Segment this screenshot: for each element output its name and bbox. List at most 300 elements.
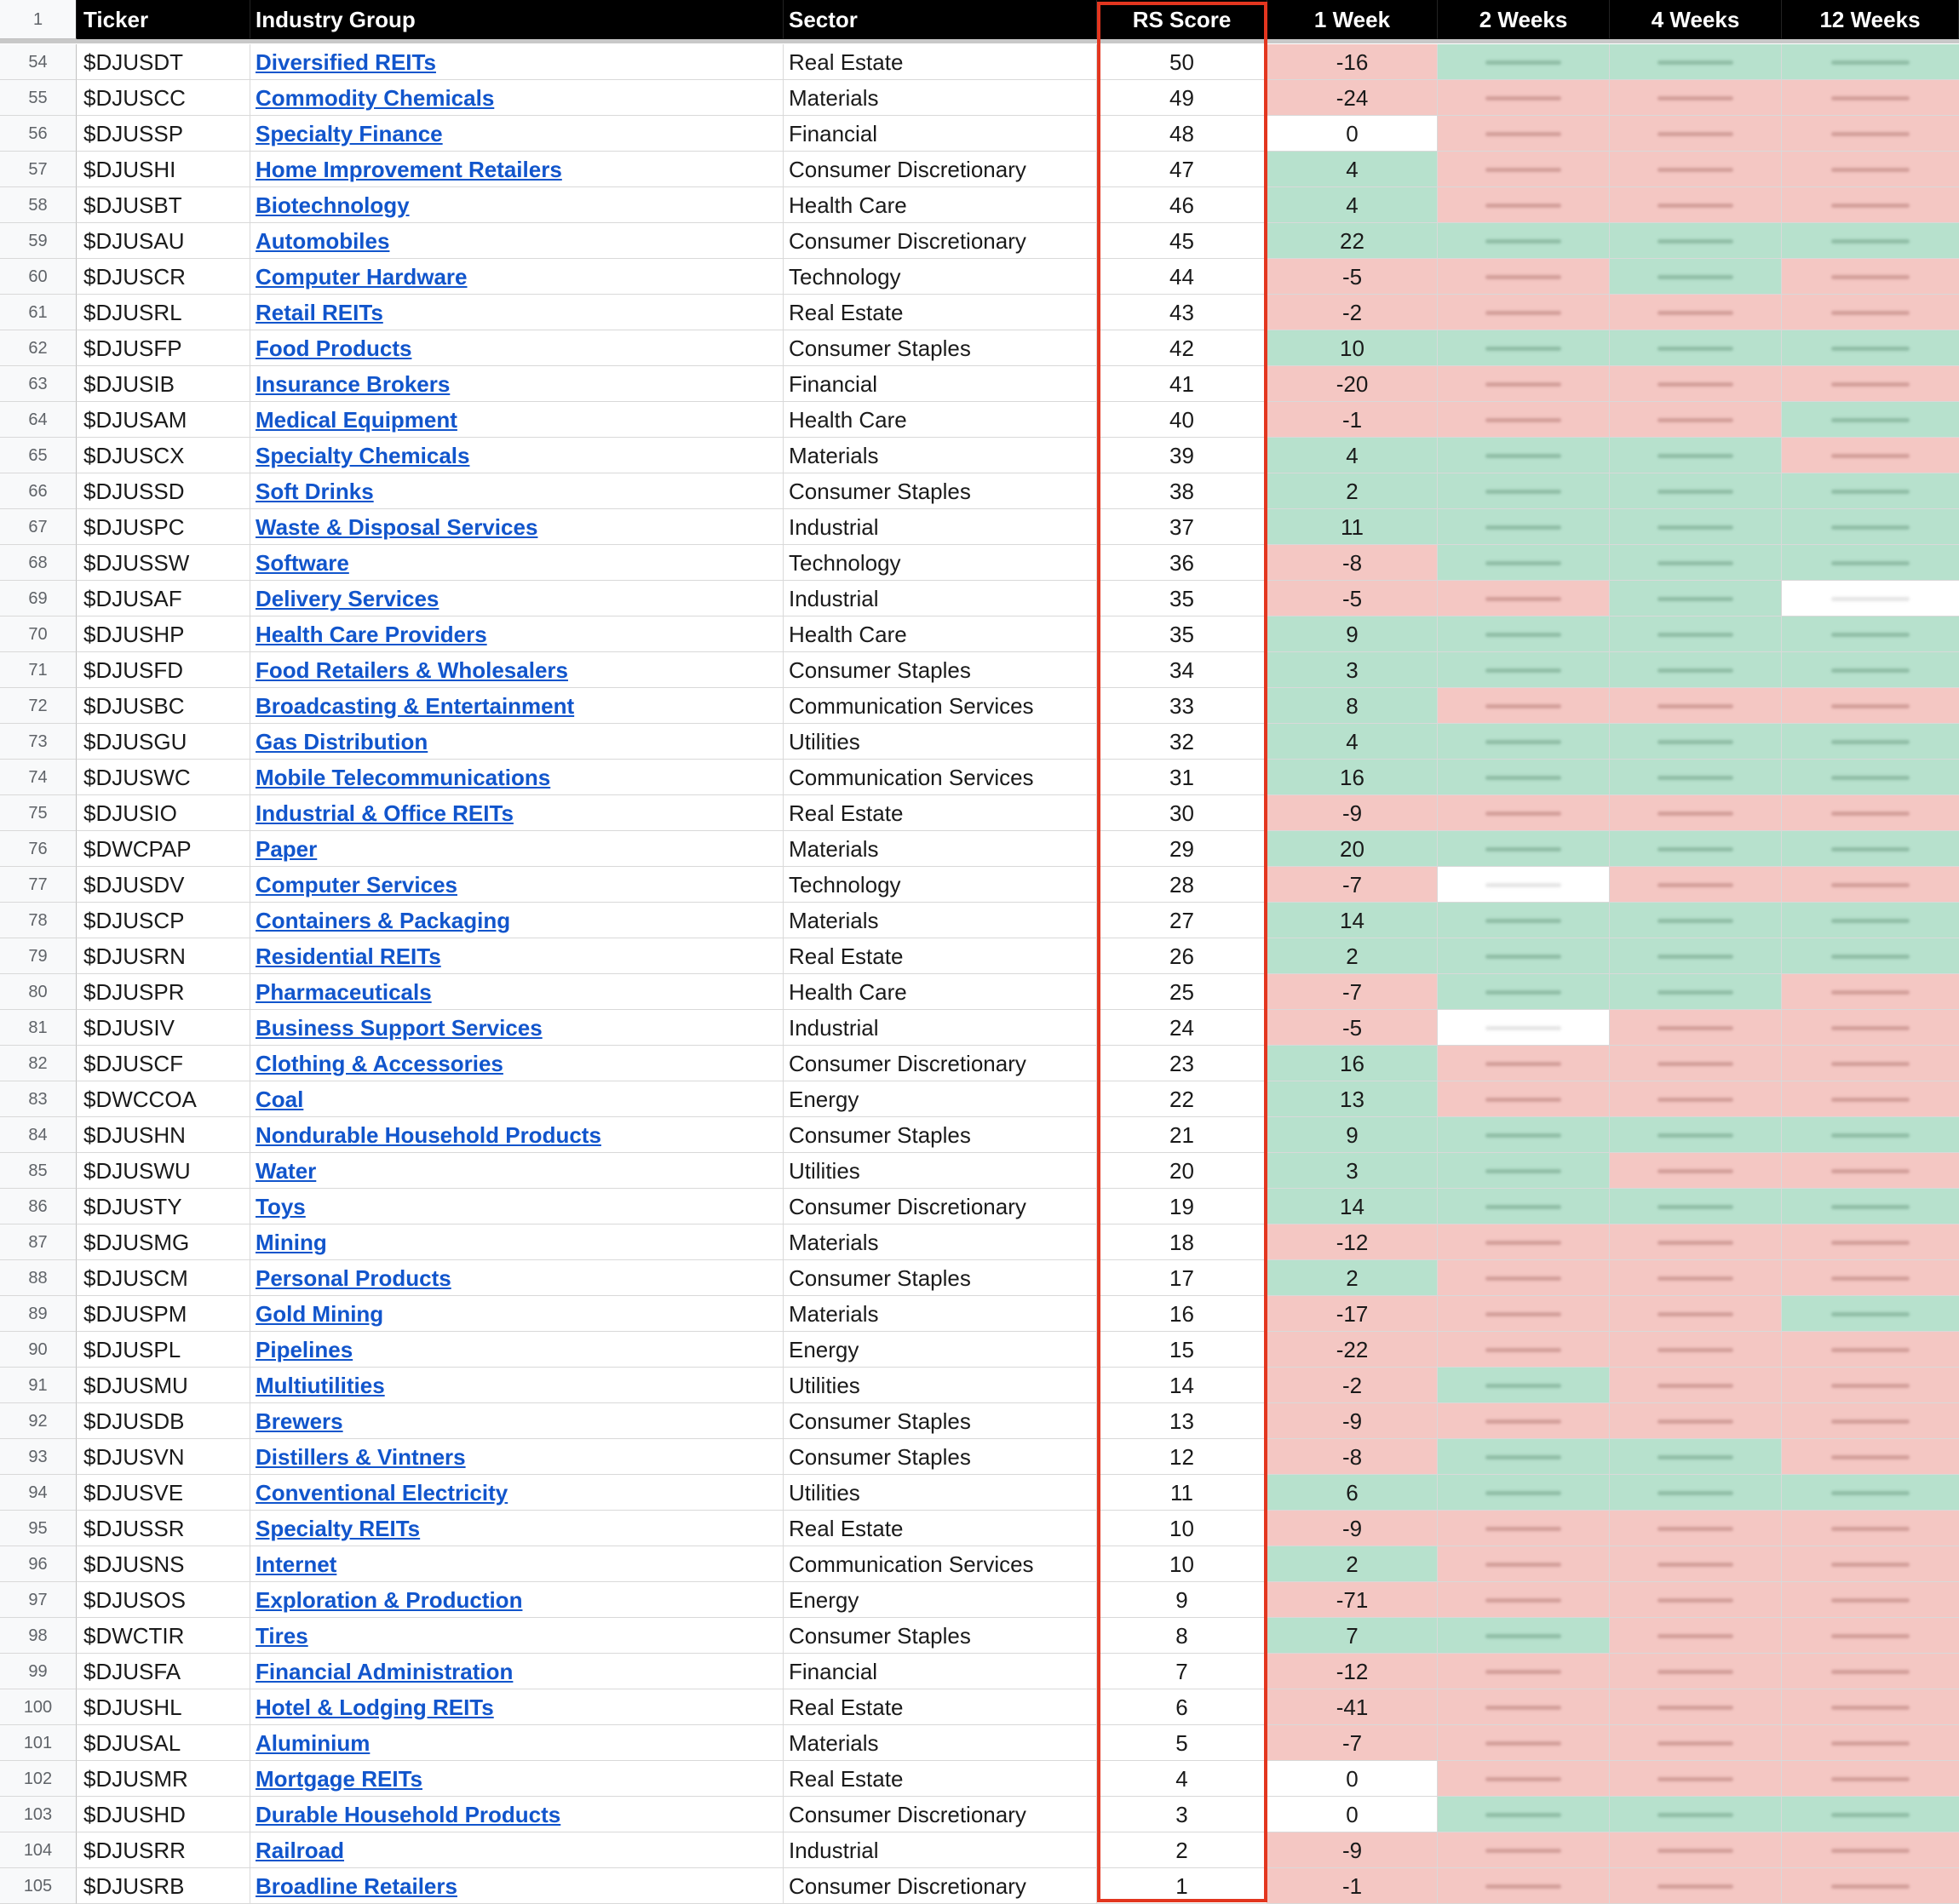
- ticker-cell[interactable]: $DWCPAP: [77, 831, 250, 867]
- sector-cell[interactable]: Consumer Staples: [784, 1439, 1097, 1475]
- ticker-cell[interactable]: $DJUSHI: [77, 152, 250, 187]
- ticker-cell[interactable]: $DJUSAF: [77, 581, 250, 617]
- row-number[interactable]: 90: [0, 1332, 77, 1368]
- industry-group-cell[interactable]: [250, 473, 784, 509]
- one-week-change-cell[interactable]: 9: [1267, 617, 1438, 652]
- twelve-weeks-cell[interactable]: [1782, 1689, 1959, 1725]
- twelve-weeks-cell[interactable]: [1782, 1046, 1959, 1081]
- rs-score-cell[interactable]: 47: [1097, 152, 1267, 187]
- industry-group-link[interactable]: Coal: [256, 1087, 304, 1112]
- four-weeks-cell[interactable]: [1610, 652, 1782, 688]
- rs-score-cell[interactable]: 18: [1097, 1224, 1267, 1260]
- rs-score-cell[interactable]: 3: [1097, 1797, 1267, 1832]
- two-weeks-cell[interactable]: [1438, 152, 1610, 187]
- ticker-cell[interactable]: $DJUSBT: [77, 187, 250, 223]
- one-week-change-cell[interactable]: 4: [1267, 724, 1438, 760]
- ticker-cell[interactable]: $DJUSDV: [77, 867, 250, 903]
- one-week-change-cell[interactable]: 16: [1267, 760, 1438, 795]
- sector-cell[interactable]: Energy: [784, 1332, 1097, 1368]
- four-weeks-cell[interactable]: [1610, 903, 1782, 938]
- rs-score-cell[interactable]: 34: [1097, 652, 1267, 688]
- industry-group-link[interactable]: Broadcasting & Entertainment: [256, 693, 575, 719]
- two-weeks-cell[interactable]: [1438, 724, 1610, 760]
- two-weeks-cell[interactable]: [1438, 1081, 1610, 1117]
- industry-group-link[interactable]: Multiutilities: [256, 1373, 385, 1398]
- one-week-change-cell[interactable]: 3: [1267, 1153, 1438, 1189]
- industry-group-link[interactable]: Food Products: [256, 335, 412, 361]
- four-weeks-cell[interactable]: [1610, 1654, 1782, 1689]
- ticker-cell[interactable]: $DJUSSR: [77, 1511, 250, 1546]
- twelve-weeks-cell[interactable]: [1782, 1189, 1959, 1224]
- sector-cell[interactable]: Industrial: [784, 1010, 1097, 1046]
- one-week-change-cell[interactable]: 0: [1267, 1761, 1438, 1797]
- industry-group-cell[interactable]: [250, 223, 784, 259]
- sector-cell[interactable]: Real Estate: [784, 295, 1097, 330]
- industry-group-cell[interactable]: [250, 867, 784, 903]
- ticker-cell[interactable]: $DJUSDT: [77, 44, 250, 80]
- industry-group-cell[interactable]: [250, 724, 784, 760]
- two-weeks-cell[interactable]: [1438, 1797, 1610, 1832]
- industry-group-link[interactable]: Waste & Disposal Services: [256, 514, 538, 540]
- two-weeks-cell[interactable]: [1438, 330, 1610, 366]
- ticker-cell[interactable]: $DJUSFP: [77, 330, 250, 366]
- four-weeks-cell[interactable]: [1610, 1153, 1782, 1189]
- four-weeks-cell[interactable]: [1610, 116, 1782, 152]
- rs-score-cell[interactable]: 39: [1097, 438, 1267, 473]
- twelve-weeks-cell[interactable]: [1782, 581, 1959, 617]
- two-weeks-cell[interactable]: [1438, 1010, 1610, 1046]
- row-number[interactable]: 77: [0, 867, 77, 903]
- industry-group-cell[interactable]: [250, 581, 784, 617]
- row-number[interactable]: 86: [0, 1189, 77, 1224]
- four-weeks-cell[interactable]: [1610, 330, 1782, 366]
- sector-cell[interactable]: Financial: [784, 116, 1097, 152]
- industry-group-link[interactable]: Paper: [256, 836, 318, 862]
- twelve-weeks-cell[interactable]: [1782, 1868, 1959, 1904]
- industry-group-link[interactable]: Home Improvement Retailers: [256, 157, 562, 182]
- industry-group-link[interactable]: Mobile Telecommunications: [256, 765, 551, 790]
- ticker-cell[interactable]: $DJUSIV: [77, 1010, 250, 1046]
- four-weeks-cell[interactable]: [1610, 1582, 1782, 1618]
- ticker-cell[interactable]: $DJUSAU: [77, 223, 250, 259]
- four-weeks-cell[interactable]: [1610, 402, 1782, 438]
- industry-group-link[interactable]: Broadline Retailers: [256, 1873, 457, 1899]
- two-weeks-cell[interactable]: [1438, 795, 1610, 831]
- row-number[interactable]: 57: [0, 152, 77, 187]
- industry-group-cell[interactable]: [250, 1761, 784, 1797]
- industry-group-cell[interactable]: [250, 795, 784, 831]
- twelve-weeks-cell[interactable]: [1782, 1224, 1959, 1260]
- industry-group-cell[interactable]: [250, 44, 784, 80]
- industry-group-cell[interactable]: [250, 688, 784, 724]
- row-number[interactable]: 54: [0, 44, 77, 80]
- industry-group-cell[interactable]: [250, 1081, 784, 1117]
- ticker-cell[interactable]: $DJUSBC: [77, 688, 250, 724]
- four-weeks-cell[interactable]: [1610, 1010, 1782, 1046]
- ticker-cell[interactable]: $DJUSCP: [77, 903, 250, 938]
- one-week-change-cell[interactable]: -8: [1267, 1439, 1438, 1475]
- sector-cell[interactable]: Utilities: [784, 1153, 1097, 1189]
- rs-score-cell[interactable]: 31: [1097, 760, 1267, 795]
- two-weeks-cell[interactable]: [1438, 1511, 1610, 1546]
- row-number[interactable]: 62: [0, 330, 77, 366]
- row-number[interactable]: 72: [0, 688, 77, 724]
- rs-score-cell[interactable]: 24: [1097, 1010, 1267, 1046]
- rs-score-cell[interactable]: 37: [1097, 509, 1267, 545]
- rs-score-cell[interactable]: 6: [1097, 1689, 1267, 1725]
- ticker-cell[interactable]: $DJUSMG: [77, 1224, 250, 1260]
- rs-score-cell[interactable]: 10: [1097, 1511, 1267, 1546]
- rs-score-cell[interactable]: 41: [1097, 366, 1267, 402]
- rs-score-cell[interactable]: 8: [1097, 1618, 1267, 1654]
- two-weeks-cell[interactable]: [1438, 402, 1610, 438]
- sector-cell[interactable]: Consumer Staples: [784, 330, 1097, 366]
- two-weeks-cell[interactable]: [1438, 259, 1610, 295]
- sector-cell[interactable]: Industrial: [784, 581, 1097, 617]
- rs-score-cell[interactable]: 15: [1097, 1332, 1267, 1368]
- two-weeks-cell[interactable]: [1438, 1368, 1610, 1403]
- one-week-change-cell[interactable]: 13: [1267, 1081, 1438, 1117]
- industry-group-link[interactable]: Nondurable Household Products: [256, 1122, 601, 1148]
- rs-score-cell[interactable]: 33: [1097, 688, 1267, 724]
- rs-score-cell[interactable]: 16: [1097, 1296, 1267, 1332]
- sector-cell[interactable]: Consumer Discretionary: [784, 1046, 1097, 1081]
- ticker-cell[interactable]: $DJUSIO: [77, 795, 250, 831]
- sector-column-header[interactable]: Sector: [784, 0, 1097, 39]
- ticker-cell[interactable]: $DJUSMR: [77, 1761, 250, 1797]
- rs-score-cell[interactable]: 10: [1097, 1546, 1267, 1582]
- ticker-cell[interactable]: $DJUSHN: [77, 1117, 250, 1153]
- row-number[interactable]: 84: [0, 1117, 77, 1153]
- two-weeks-cell[interactable]: [1438, 1117, 1610, 1153]
- rs-score-cell[interactable]: 5: [1097, 1725, 1267, 1761]
- ticker-cell[interactable]: $DJUSAL: [77, 1725, 250, 1761]
- rs-score-cell[interactable]: 19: [1097, 1189, 1267, 1224]
- twelve-weeks-cell[interactable]: [1782, 938, 1959, 974]
- two-weeks-column-header[interactable]: 2 Weeks: [1438, 0, 1610, 39]
- industry-group-link[interactable]: Pharmaceuticals: [256, 979, 432, 1005]
- row-number[interactable]: 71: [0, 652, 77, 688]
- row-number[interactable]: 89: [0, 1296, 77, 1332]
- twelve-weeks-cell[interactable]: [1782, 295, 1959, 330]
- industry-group-link[interactable]: Brewers: [256, 1408, 343, 1434]
- two-weeks-cell[interactable]: [1438, 652, 1610, 688]
- twelve-weeks-cell[interactable]: [1782, 330, 1959, 366]
- four-weeks-cell[interactable]: [1610, 1189, 1782, 1224]
- industry-group-link[interactable]: Retail REITs: [256, 300, 383, 325]
- industry-group-cell[interactable]: [250, 760, 784, 795]
- ticker-cell[interactable]: $DJUSFA: [77, 1654, 250, 1689]
- industry-group-cell[interactable]: [250, 1511, 784, 1546]
- twelve-weeks-cell[interactable]: [1782, 152, 1959, 187]
- two-weeks-cell[interactable]: [1438, 1832, 1610, 1868]
- row-number[interactable]: 105: [0, 1868, 77, 1904]
- sector-cell[interactable]: Consumer Discretionary: [784, 1797, 1097, 1832]
- one-week-change-cell[interactable]: 6: [1267, 1475, 1438, 1511]
- industry-group-cell[interactable]: [250, 1332, 784, 1368]
- sector-cell[interactable]: Consumer Staples: [784, 1618, 1097, 1654]
- industry-group-cell[interactable]: [250, 509, 784, 545]
- two-weeks-cell[interactable]: [1438, 760, 1610, 795]
- row-number[interactable]: 67: [0, 509, 77, 545]
- one-week-change-cell[interactable]: 8: [1267, 688, 1438, 724]
- four-weeks-cell[interactable]: [1610, 1546, 1782, 1582]
- row-number[interactable]: 61: [0, 295, 77, 330]
- one-week-change-cell[interactable]: 14: [1267, 903, 1438, 938]
- row-number[interactable]: 99: [0, 1654, 77, 1689]
- industry-group-link[interactable]: Software: [256, 550, 349, 576]
- industry-group-cell[interactable]: [250, 1546, 784, 1582]
- one-week-change-cell[interactable]: -41: [1267, 1689, 1438, 1725]
- four-weeks-cell[interactable]: [1610, 795, 1782, 831]
- row-number[interactable]: 96: [0, 1546, 77, 1582]
- row-number[interactable]: 93: [0, 1439, 77, 1475]
- industry-group-cell[interactable]: [250, 116, 784, 152]
- industry-group-cell[interactable]: [250, 1654, 784, 1689]
- sector-cell[interactable]: Technology: [784, 867, 1097, 903]
- rs-score-cell[interactable]: 46: [1097, 187, 1267, 223]
- row-number[interactable]: 95: [0, 1511, 77, 1546]
- sector-cell[interactable]: Materials: [784, 80, 1097, 116]
- twelve-weeks-cell[interactable]: [1782, 366, 1959, 402]
- rs-score-cell[interactable]: 45: [1097, 223, 1267, 259]
- twelve-weeks-cell[interactable]: [1782, 1439, 1959, 1475]
- four-weeks-cell[interactable]: [1610, 867, 1782, 903]
- sector-cell[interactable]: Consumer Staples: [784, 1403, 1097, 1439]
- sector-cell[interactable]: Real Estate: [784, 1689, 1097, 1725]
- twelve-weeks-cell[interactable]: [1782, 903, 1959, 938]
- ticker-cell[interactable]: $DJUSSP: [77, 116, 250, 152]
- ticker-cell[interactable]: $DJUSVE: [77, 1475, 250, 1511]
- one-week-change-cell[interactable]: -20: [1267, 366, 1438, 402]
- four-weeks-cell[interactable]: [1610, 688, 1782, 724]
- industry-group-cell[interactable]: [250, 330, 784, 366]
- twelve-weeks-cell[interactable]: [1782, 1546, 1959, 1582]
- sector-cell[interactable]: Health Care: [784, 187, 1097, 223]
- rs-score-cell[interactable]: 35: [1097, 581, 1267, 617]
- two-weeks-cell[interactable]: [1438, 366, 1610, 402]
- twelve-weeks-cell[interactable]: [1782, 795, 1959, 831]
- ticker-cell[interactable]: $DJUSVN: [77, 1439, 250, 1475]
- row-number[interactable]: 94: [0, 1475, 77, 1511]
- ticker-cell[interactable]: $DJUSCR: [77, 259, 250, 295]
- sector-cell[interactable]: Consumer Staples: [784, 473, 1097, 509]
- rs-score-cell[interactable]: 40: [1097, 402, 1267, 438]
- ticker-cell[interactable]: $DJUSWC: [77, 760, 250, 795]
- rs-score-column-header[interactable]: RS Score: [1097, 0, 1267, 39]
- twelve-weeks-cell[interactable]: [1782, 1761, 1959, 1797]
- industry-group-link[interactable]: Financial Administration: [256, 1659, 514, 1684]
- row-number[interactable]: 75: [0, 795, 77, 831]
- twelve-weeks-cell[interactable]: [1782, 1618, 1959, 1654]
- row-number[interactable]: 87: [0, 1224, 77, 1260]
- ticker-cell[interactable]: $DWCCOA: [77, 1081, 250, 1117]
- two-weeks-cell[interactable]: [1438, 903, 1610, 938]
- row-number[interactable]: 104: [0, 1832, 77, 1868]
- row-number[interactable]: 65: [0, 438, 77, 473]
- industry-group-link[interactable]: Specialty REITs: [256, 1516, 421, 1541]
- twelve-weeks-cell[interactable]: [1782, 974, 1959, 1010]
- ticker-cell[interactable]: $DJUSPC: [77, 509, 250, 545]
- sector-cell[interactable]: Real Estate: [784, 938, 1097, 974]
- rs-score-cell[interactable]: 22: [1097, 1081, 1267, 1117]
- rs-score-cell[interactable]: 1: [1097, 1868, 1267, 1904]
- two-weeks-cell[interactable]: [1438, 1296, 1610, 1332]
- one-week-change-cell[interactable]: 9: [1267, 1117, 1438, 1153]
- rs-score-cell[interactable]: 12: [1097, 1439, 1267, 1475]
- industry-group-link[interactable]: Food Retailers & Wholesalers: [256, 657, 568, 683]
- one-week-change-cell[interactable]: 0: [1267, 116, 1438, 152]
- four-weeks-cell[interactable]: [1610, 581, 1782, 617]
- four-weeks-cell[interactable]: [1610, 152, 1782, 187]
- four-weeks-cell[interactable]: [1610, 259, 1782, 295]
- row-number[interactable]: 102: [0, 1761, 77, 1797]
- two-weeks-cell[interactable]: [1438, 223, 1610, 259]
- industry-group-cell[interactable]: [250, 1296, 784, 1332]
- two-weeks-cell[interactable]: [1438, 1260, 1610, 1296]
- twelve-weeks-cell[interactable]: [1782, 402, 1959, 438]
- rs-score-cell[interactable]: 4: [1097, 1761, 1267, 1797]
- two-weeks-cell[interactable]: [1438, 1224, 1610, 1260]
- twelve-weeks-cell[interactable]: [1782, 1654, 1959, 1689]
- industry-group-cell[interactable]: [250, 1618, 784, 1654]
- two-weeks-cell[interactable]: [1438, 938, 1610, 974]
- twelve-weeks-cell[interactable]: [1782, 688, 1959, 724]
- row-number[interactable]: 103: [0, 1797, 77, 1832]
- sector-cell[interactable]: Materials: [784, 903, 1097, 938]
- industry-group-link[interactable]: Delivery Services: [256, 586, 439, 611]
- ticker-cell[interactable]: $DJUSRB: [77, 1868, 250, 1904]
- one-week-change-cell[interactable]: 7: [1267, 1618, 1438, 1654]
- four-weeks-cell[interactable]: [1610, 545, 1782, 581]
- four-weeks-cell[interactable]: [1610, 1332, 1782, 1368]
- industry-group-link[interactable]: Biotechnology: [256, 192, 410, 218]
- sector-cell[interactable]: Consumer Discretionary: [784, 1868, 1097, 1904]
- industry-group-link[interactable]: Conventional Electricity: [256, 1480, 508, 1505]
- four-weeks-cell[interactable]: [1610, 366, 1782, 402]
- industry-group-cell[interactable]: [250, 402, 784, 438]
- two-weeks-cell[interactable]: [1438, 1761, 1610, 1797]
- four-weeks-cell[interactable]: [1610, 295, 1782, 330]
- four-weeks-column-header[interactable]: 4 Weeks: [1610, 0, 1782, 39]
- industry-group-link[interactable]: Residential REITs: [256, 943, 441, 969]
- row-number[interactable]: 82: [0, 1046, 77, 1081]
- rs-score-cell[interactable]: 42: [1097, 330, 1267, 366]
- twelve-weeks-cell[interactable]: [1782, 223, 1959, 259]
- twelve-weeks-cell[interactable]: [1782, 1153, 1959, 1189]
- industry-group-cell[interactable]: [250, 1224, 784, 1260]
- industry-group-cell[interactable]: [250, 152, 784, 187]
- four-weeks-cell[interactable]: [1610, 1511, 1782, 1546]
- industry-group-link[interactable]: Exploration & Production: [256, 1587, 523, 1613]
- sector-cell[interactable]: Real Estate: [784, 1511, 1097, 1546]
- ticker-cell[interactable]: $DJUSCF: [77, 1046, 250, 1081]
- one-week-change-cell[interactable]: 11: [1267, 509, 1438, 545]
- industry-group-cell[interactable]: [250, 1439, 784, 1475]
- one-week-change-cell[interactable]: -7: [1267, 974, 1438, 1010]
- one-week-change-cell[interactable]: -12: [1267, 1224, 1438, 1260]
- sector-cell[interactable]: Materials: [784, 1725, 1097, 1761]
- four-weeks-cell[interactable]: [1610, 974, 1782, 1010]
- industry-group-cell[interactable]: [250, 187, 784, 223]
- row-number[interactable]: 79: [0, 938, 77, 974]
- two-weeks-cell[interactable]: [1438, 688, 1610, 724]
- one-week-change-cell[interactable]: 2: [1267, 473, 1438, 509]
- ticker-cell[interactable]: $DJUSFD: [77, 652, 250, 688]
- ticker-cell[interactable]: $DJUSPR: [77, 974, 250, 1010]
- sector-cell[interactable]: Utilities: [784, 1368, 1097, 1403]
- sector-cell[interactable]: Consumer Discretionary: [784, 152, 1097, 187]
- row-number[interactable]: 59: [0, 223, 77, 259]
- industry-group-cell[interactable]: [250, 1368, 784, 1403]
- sector-cell[interactable]: Utilities: [784, 724, 1097, 760]
- twelve-weeks-cell[interactable]: [1782, 187, 1959, 223]
- four-weeks-cell[interactable]: [1610, 617, 1782, 652]
- industry-group-link[interactable]: Pipelines: [256, 1337, 353, 1362]
- ticker-cell[interactable]: $DJUSHD: [77, 1797, 250, 1832]
- four-weeks-cell[interactable]: [1610, 1761, 1782, 1797]
- rs-score-cell[interactable]: 28: [1097, 867, 1267, 903]
- twelve-weeks-cell[interactable]: [1782, 760, 1959, 795]
- rs-score-cell[interactable]: 50: [1097, 44, 1267, 80]
- one-week-change-cell[interactable]: -5: [1267, 259, 1438, 295]
- industry-group-link[interactable]: Containers & Packaging: [256, 908, 511, 933]
- two-weeks-cell[interactable]: [1438, 1403, 1610, 1439]
- twelve-weeks-cell[interactable]: [1782, 1296, 1959, 1332]
- rs-score-cell[interactable]: 36: [1097, 545, 1267, 581]
- rs-score-cell[interactable]: 30: [1097, 795, 1267, 831]
- industry-group-cell[interactable]: [250, 1475, 784, 1511]
- industry-group-cell[interactable]: [250, 1797, 784, 1832]
- industry-group-cell[interactable]: [250, 1689, 784, 1725]
- industry-group-link[interactable]: Personal Products: [256, 1265, 451, 1291]
- ticker-cell[interactable]: $DJUSPL: [77, 1332, 250, 1368]
- two-weeks-cell[interactable]: [1438, 974, 1610, 1010]
- industry-group-link[interactable]: Computer Hardware: [256, 264, 468, 290]
- twelve-weeks-cell[interactable]: [1782, 545, 1959, 581]
- four-weeks-cell[interactable]: [1610, 187, 1782, 223]
- one-week-change-cell[interactable]: 14: [1267, 1189, 1438, 1224]
- industry-group-link[interactable]: Specialty Finance: [256, 121, 443, 146]
- four-weeks-cell[interactable]: [1610, 44, 1782, 80]
- ticker-cell[interactable]: $DJUSRL: [77, 295, 250, 330]
- ticker-cell[interactable]: $DJUSDB: [77, 1403, 250, 1439]
- sector-cell[interactable]: Communication Services: [784, 688, 1097, 724]
- two-weeks-cell[interactable]: [1438, 1046, 1610, 1081]
- row-number[interactable]: 60: [0, 259, 77, 295]
- industry-group-link[interactable]: Health Care Providers: [256, 622, 487, 647]
- two-weeks-cell[interactable]: [1438, 1582, 1610, 1618]
- industry-group-cell[interactable]: [250, 1725, 784, 1761]
- row-number[interactable]: 98: [0, 1618, 77, 1654]
- two-weeks-cell[interactable]: [1438, 1189, 1610, 1224]
- four-weeks-cell[interactable]: [1610, 1832, 1782, 1868]
- four-weeks-cell[interactable]: [1610, 1224, 1782, 1260]
- rs-score-cell[interactable]: 21: [1097, 1117, 1267, 1153]
- twelve-weeks-column-header[interactable]: 12 Weeks: [1782, 0, 1959, 39]
- twelve-weeks-cell[interactable]: [1782, 1332, 1959, 1368]
- one-week-change-cell[interactable]: -22: [1267, 1332, 1438, 1368]
- sector-cell[interactable]: Industrial: [784, 509, 1097, 545]
- one-week-change-cell[interactable]: -71: [1267, 1582, 1438, 1618]
- row-number[interactable]: 64: [0, 402, 77, 438]
- industry-group-link[interactable]: Tires: [256, 1623, 308, 1649]
- two-weeks-cell[interactable]: [1438, 509, 1610, 545]
- rs-score-cell[interactable]: 20: [1097, 1153, 1267, 1189]
- sector-cell[interactable]: Real Estate: [784, 1761, 1097, 1797]
- sector-cell[interactable]: Consumer Discretionary: [784, 223, 1097, 259]
- twelve-weeks-cell[interactable]: [1782, 831, 1959, 867]
